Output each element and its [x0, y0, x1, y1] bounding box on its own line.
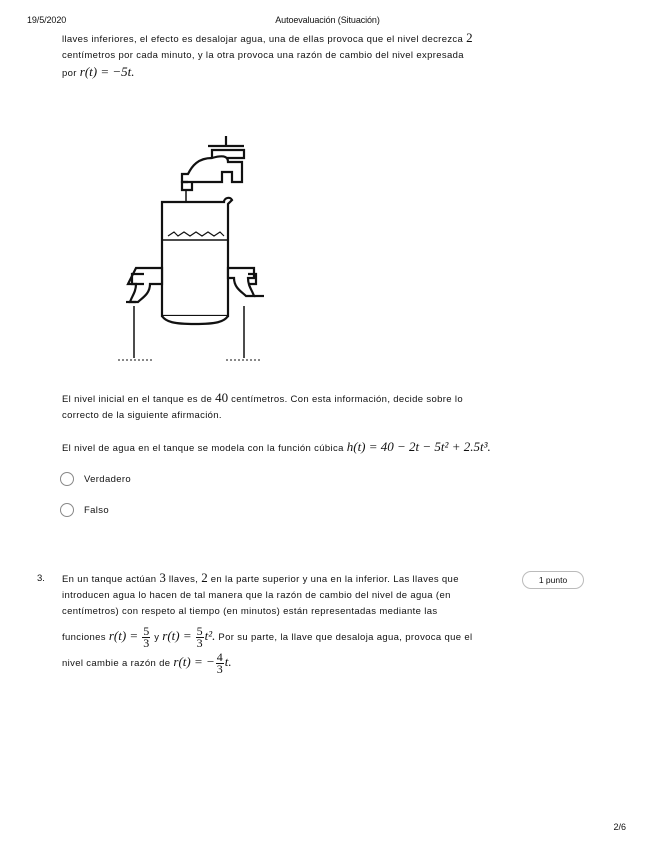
q3-line-5: nivel cambie a razón de r(t) = − $\frac{4}{3}$ t. — [62, 649, 232, 676]
intro-line-2: centímetros por cada minuto, y la otra provoca una razón de cambio del nivel expresada — [62, 50, 464, 61]
fraction-5-3-b: $\frac{5}{3}$ — [196, 623, 203, 650]
initial-level-line-1: El nivel inicial en el tanque es de 40 centímetros. Con esta información, decide sobre lo — [62, 390, 463, 405]
option-falso[interactable] — [60, 503, 109, 517]
option-falso-label: Falso — [84, 504, 109, 516]
fraction-4-3: $\frac{4}{3}$ — [216, 649, 223, 676]
q3-line-2: introducen agua lo hacen de tal manera que la razón de cambio del nivel de agua (en — [62, 590, 451, 601]
points-badge: 1 punto — [522, 571, 584, 589]
initial-level-line-2: correcto de la siguiente afirmación. — [62, 410, 222, 421]
question-3-text — [62, 570, 517, 676]
cubic-function: h(t) = 40 − 2t − 5t² + 2.5t³. — [346, 439, 491, 454]
initial-level-paragraph — [62, 390, 532, 424]
q3-line-4: funciones r(t) = $\frac{5}{3}$ y r(t) = $\frac{5}{3}$ t². Por su parte, la llave que desaloja agua, provoca que el — [62, 623, 473, 650]
water-tank-figure — [108, 130, 278, 375]
header-date: 19/5/2020 — [27, 15, 67, 25]
page-number: 2/6 — [613, 822, 626, 832]
question-number: 3. — [37, 573, 45, 584]
option-verdadero-label: Verdadero — [84, 473, 131, 485]
intro-line-1: llaves inferiores, el efecto es desalojar agua, una de ellas provoca que el nivel decrezca 2 — [62, 30, 473, 45]
q3-line-3: centímetros) con respeto al tiempo (en minutos) están representadas mediante las — [62, 606, 438, 617]
rate-formula: r(t) = −5t. — [79, 64, 135, 79]
header-title: Autoevaluación (Situación) — [275, 15, 380, 25]
intro-paragraph — [62, 30, 532, 82]
q3-line-1: En un tanque actúan 3 llaves, 2 en la parte superior y una en la inferior. Las llaves que — [62, 570, 459, 585]
option-verdadero[interactable] — [60, 472, 131, 486]
radio-falso[interactable] — [60, 503, 74, 517]
radio-verdadero[interactable] — [60, 472, 74, 486]
fraction-5-3-a: $\frac{5}{3}$ — [143, 623, 150, 650]
intro-line-3: por r(t) = −5t. — [62, 64, 135, 79]
statement-paragraph: El nivel de agua en el tanque se modela con la función cúbica h(t) = 40 − 2t − 5t² + 2.5t³. — [62, 439, 491, 454]
